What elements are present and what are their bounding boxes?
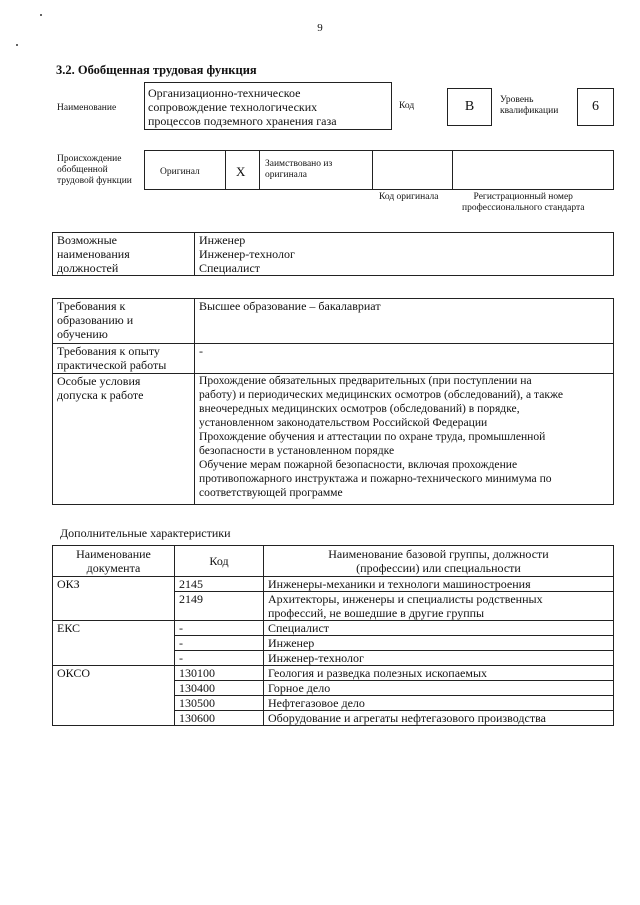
- original-label: Оригинал: [160, 167, 200, 177]
- experience-value: -: [195, 344, 614, 374]
- name-cell: Нефтегазовое дело: [264, 696, 614, 711]
- code-cell: -: [175, 621, 264, 636]
- name-cell: Оборудование и агрегаты нефтегазового производства: [264, 711, 614, 726]
- header-name: Наименование базовой группы, должности (профессии) или специальности: [264, 546, 614, 577]
- section-title: 3.2. Обобщенная трудовая функция: [56, 63, 257, 77]
- special-conditions-label: Особые условия допуска к работе: [53, 374, 195, 505]
- registration-caption: Регистрационный номер профессионального стандарта: [462, 192, 585, 213]
- name-cell: Геология и разведка полезных ископаемых: [264, 666, 614, 681]
- table-row: [53, 344, 614, 374]
- code-cell: 130400: [175, 681, 264, 696]
- doc-cell: ЕКС: [53, 621, 175, 666]
- table-row: [53, 299, 614, 344]
- header-document: Наименование документа: [53, 546, 175, 577]
- list-item: Инженер-технолог: [199, 247, 295, 261]
- education-value: Высшее образование – бакалавриат: [195, 299, 614, 344]
- list-item: Специалист: [199, 261, 261, 275]
- positions-table: [52, 232, 614, 276]
- table-row: [53, 577, 614, 592]
- page-number: 9: [317, 22, 323, 34]
- code-original-caption: Код оригинала: [379, 192, 439, 202]
- code-cell: -: [175, 636, 264, 651]
- borrowed-label: Заимствовано из оригинала: [265, 159, 333, 180]
- function-name-label: Наименование: [57, 103, 117, 113]
- name-cell: Специалист: [264, 621, 614, 636]
- table-row: [53, 374, 614, 505]
- doc-cell: ОКЗ: [53, 577, 175, 621]
- scan-speck: [40, 14, 42, 16]
- list-item: Инженер: [199, 233, 246, 247]
- code-cell: 2145: [175, 577, 264, 592]
- level-box: [577, 88, 614, 126]
- origin-label: Происхождение обобщенной трудовой функции: [57, 154, 132, 186]
- education-label: Требования к образованию и обучению: [53, 299, 195, 344]
- code-cell: -: [175, 651, 264, 666]
- function-name-box: [144, 82, 392, 130]
- header-code: Код: [175, 546, 264, 577]
- name-cell: Горное дело: [264, 681, 614, 696]
- table-row: [53, 621, 614, 636]
- doc-cell: ОКСО: [53, 666, 175, 726]
- name-cell: Инженеры-механики и технологи машиностроения: [264, 577, 614, 592]
- table-row: [53, 233, 614, 276]
- level-value: 6: [592, 99, 599, 114]
- scan-speck: [16, 44, 18, 46]
- positions-list: [195, 233, 614, 276]
- code-cell: 130600: [175, 711, 264, 726]
- origin-grid: [144, 150, 614, 190]
- code-value: В: [464, 99, 475, 114]
- additional-table: [52, 545, 614, 726]
- special-conditions-value: Прохождение обязательных предварительных (при поступлении на работу) и периодических медицинских осмотров (обследований), а также внеочередных медицинских осмотров (обследований) в порядке, установленном законодательством Российской Федерации Прохождение обучения и аттестации по охране труда, промышленной безопасности в установленном порядке Обучение мерам пожарной безопасности, включая прохождение противопожарного инструктажа и пожарно-технического минимума по соответствующей программе: [195, 374, 614, 505]
- name-cell: Инженер-технолог: [264, 651, 614, 666]
- code-label: Код: [399, 101, 415, 111]
- original-mark: X: [236, 164, 246, 179]
- name-cell: Инженер: [264, 636, 614, 651]
- table-row: [53, 546, 614, 577]
- code-cell: 130500: [175, 696, 264, 711]
- level-label: Уровень квалификации: [500, 95, 559, 116]
- code-box: [447, 88, 492, 126]
- requirements-table: [52, 298, 614, 505]
- table-row: [53, 666, 614, 681]
- code-cell: 130100: [175, 666, 264, 681]
- function-name: Организационно-техническое сопровождение технологических процессов подземного хранения газа: [148, 86, 337, 128]
- name-cell: Архитекторы, инженеры и специалисты родственных профессий, не вошедшие в другие группы: [264, 592, 614, 621]
- positions-label: Возможные наименования должностей: [53, 233, 195, 276]
- code-cell: 2149: [175, 592, 264, 621]
- experience-label: Требования к опыту практической работы: [53, 344, 195, 374]
- additional-title: Дополнительные характеристики: [60, 526, 231, 540]
